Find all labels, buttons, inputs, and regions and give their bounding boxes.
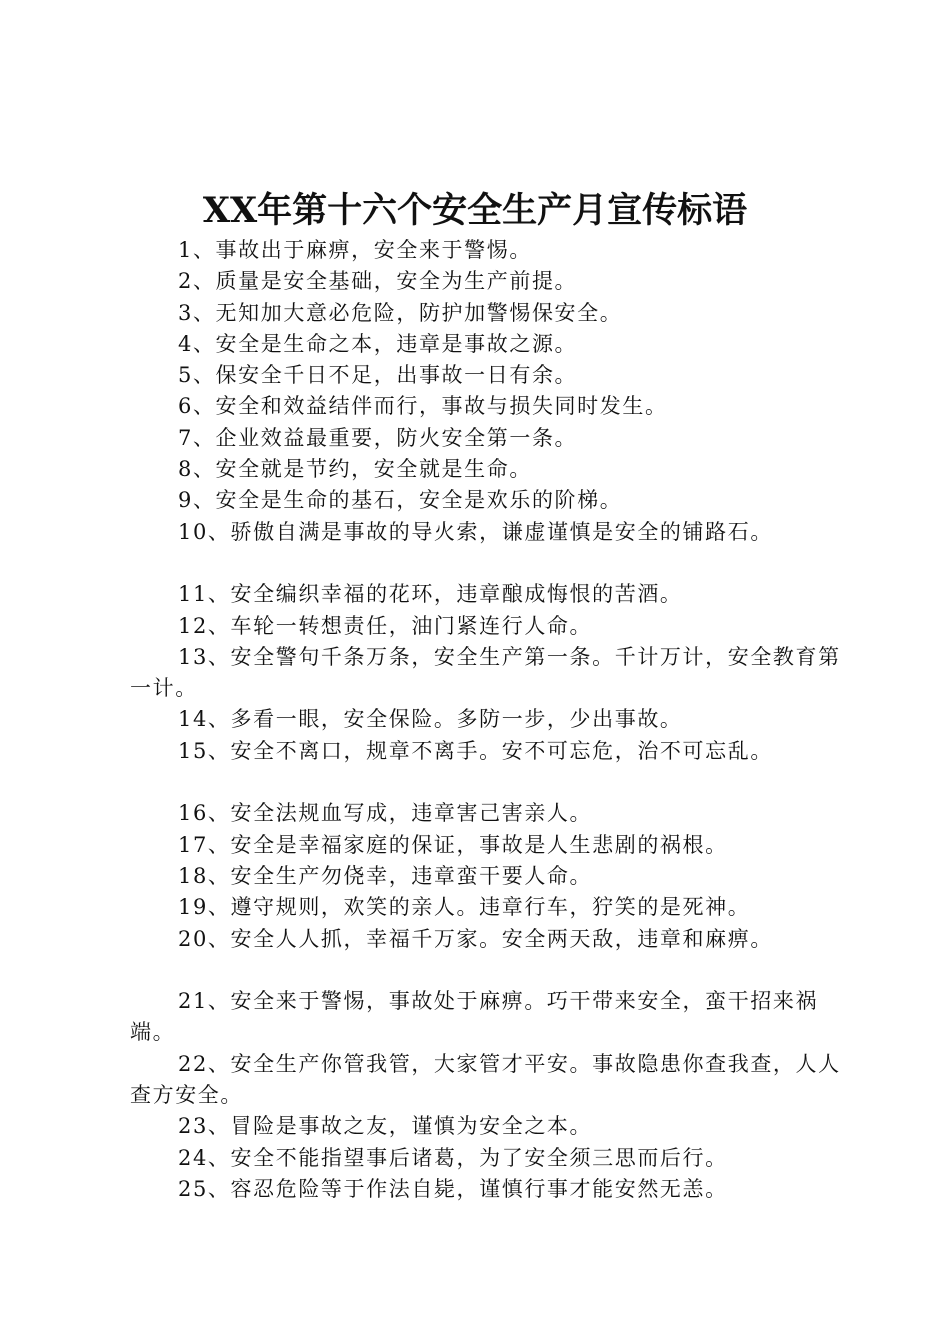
slogan-item-22: 22、安全生产你管我管，大家管才平安。事故隐患你查我查，人人查方安全。 — [130, 1051, 841, 1108]
paragraph-gap — [130, 767, 845, 798]
slogan-item-20: 20、安全人人抓，幸福千万家。安全两天敌，违章和麻痹。 — [178, 926, 773, 951]
slogan-item-3: 3、无知加大意必危险，防护加警惕保安全。 — [178, 300, 623, 325]
slogan-item-18: 18、安全生产勿侥幸，违章蛮干要人命。 — [178, 863, 593, 888]
slogan-item-8: 8、安全就是节约，安全就是生命。 — [178, 457, 532, 482]
slogan-item-19: 19、遵守规则，欢笑的亲人。违章行车，狞笑的是死神。 — [178, 895, 751, 920]
slogan-item-23: 23、冒险是事故之友，谨慎为安全之本。 — [178, 1114, 593, 1139]
slogan-item-14: 14、多看一眼，安全保险。多防一步，少出事故。 — [178, 707, 683, 732]
slogan-item-9: 9、安全是生命的基石，安全是欢乐的阶梯。 — [178, 488, 623, 513]
slogan-item-5: 5、保安全千日不足，出事故一日有余。 — [178, 363, 578, 388]
slogan-list — [130, 235, 845, 1205]
slogan-item-4: 4、安全是生命之本，违章是事故之源。 — [178, 331, 578, 356]
paragraph-gap — [130, 548, 845, 579]
slogan-item-2: 2、质量是安全基础，安全为生产前提。 — [178, 269, 578, 294]
slogan-item-16: 16、安全法规血写成，违章害己害亲人。 — [178, 801, 593, 826]
slogan-item-25: 25、容忍危险等于作法自毙，谨慎行事才能安然无恙。 — [178, 1176, 728, 1201]
slogan-item-11: 11、安全编织幸福的花环，违章酿成悔恨的苦酒。 — [178, 582, 683, 607]
paragraph-gap — [130, 955, 845, 986]
slogan-item-12: 12、车轮一转想责任，油门紧连行人命。 — [178, 613, 593, 638]
slogan-item-13: 13、安全警句千条万条，安全生产第一条。千计万计，安全教育第一计。 — [130, 644, 841, 701]
slogan-item-24: 24、安全不能指望事后诸葛，为了安全须三思而后行。 — [178, 1145, 728, 1170]
slogan-item-15: 15、安全不离口，规章不离手。安不可忘危，治不可忘乱。 — [178, 738, 773, 763]
page-title: XX年第十六个安全生产月宣传标语 — [202, 190, 748, 231]
slogan-item-10: 10、骄傲自满是事故的导火索，谦虚谨慎是安全的铺路石。 — [178, 519, 773, 544]
slogan-item-6: 6、安全和效益结伴而行，事故与损失同时发生。 — [178, 394, 668, 419]
slogan-item-17: 17、安全是幸福家庭的保证，事故是人生悲剧的祸根。 — [178, 832, 728, 857]
slogan-item-7: 7、企业效益最重要，防火安全第一条。 — [178, 425, 578, 450]
slogan-item-1: 1、事故出于麻痹，安全来于警惕。 — [178, 238, 532, 262]
slogan-item-21: 21、安全来于警惕，事故处于麻痹。巧干带来安全，蛮干招来祸端。 — [130, 989, 819, 1045]
